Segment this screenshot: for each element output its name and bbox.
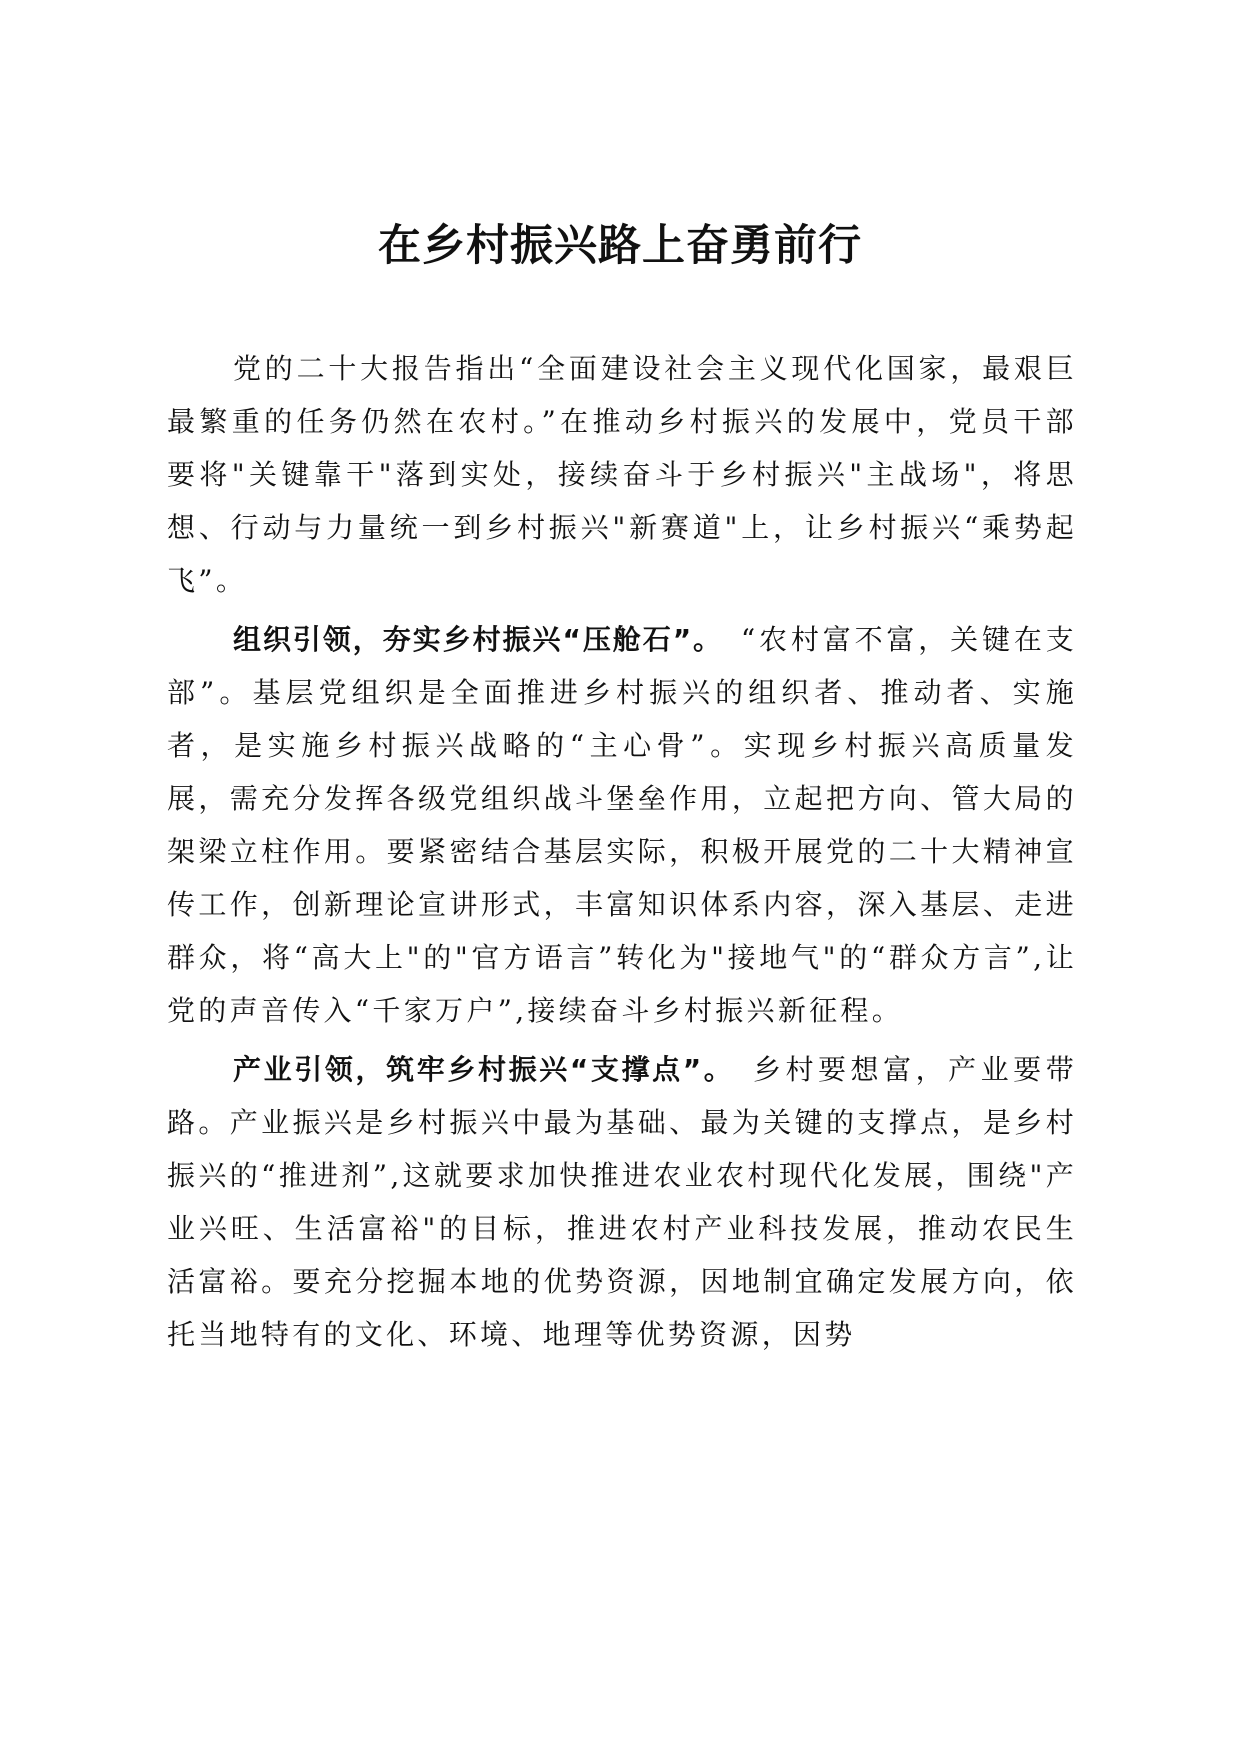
document-body (167, 342, 1077, 1361)
paragraph-industry (167, 1043, 1077, 1361)
paragraph-text: 乡村要想富，产业要带路。产业振兴是乡村振兴中最为基础、最为关键的支撑点，是乡村振兴的“推进剂”,这就要求加快推进农业农村现代化发展，围绕"产业兴旺、生活富裕"的目标，推进农村产业科技发展，推动农民生活富裕。要充分挖掘本地的优势资源，因地制宜确定发展方向，依托当地特有的文化、环境、地理等优势资源，因势 (167, 1053, 1077, 1351)
paragraph-heading: 组织引领，夯实乡村振兴“压舱石”。 (233, 623, 709, 656)
document-title: 在乡村振兴路上奋勇前行 (378, 221, 862, 271)
paragraph-text: “农村富不富，关键在支部”。基层党组织是全面推进乡村振兴的组织者、推动者、实施者，是实施乡村振兴战略的“主心骨”。实现乡村振兴高质量发展，需充分发挥各级党组织战斗堡垒作用，立起把方向、管大局的架梁立柱作用。要紧密结合基层实际，积极开展党的二十大精神宣传工作，创新理论宣讲形式，丰富知识体系内容，深入基层、走进群众，将“高大上"的"官方语言”转化为"接地气"的“群众方言”,让党的声音传入“千家万户”,接续奋斗乡村振兴新征程。 (167, 623, 1077, 1027)
paragraph-organization (167, 613, 1077, 1037)
paragraph-heading: 产业引领，筑牢乡村振兴“支撑点”。 (233, 1053, 721, 1086)
paragraph-intro (167, 342, 1077, 607)
paragraph-text: 党的二十大报告指出“全面建设社会主义现代化国家，最艰巨最繁重的任务仍然在农村。”在推动乡村振兴的发展中，党员干部要将"关键靠干"落到实处，接续奋斗于乡村振兴"主战场"，将思想、行动与力量统一到乡村振兴"新赛道"上，让乡村振兴“乘势起飞”。 (167, 352, 1077, 597)
